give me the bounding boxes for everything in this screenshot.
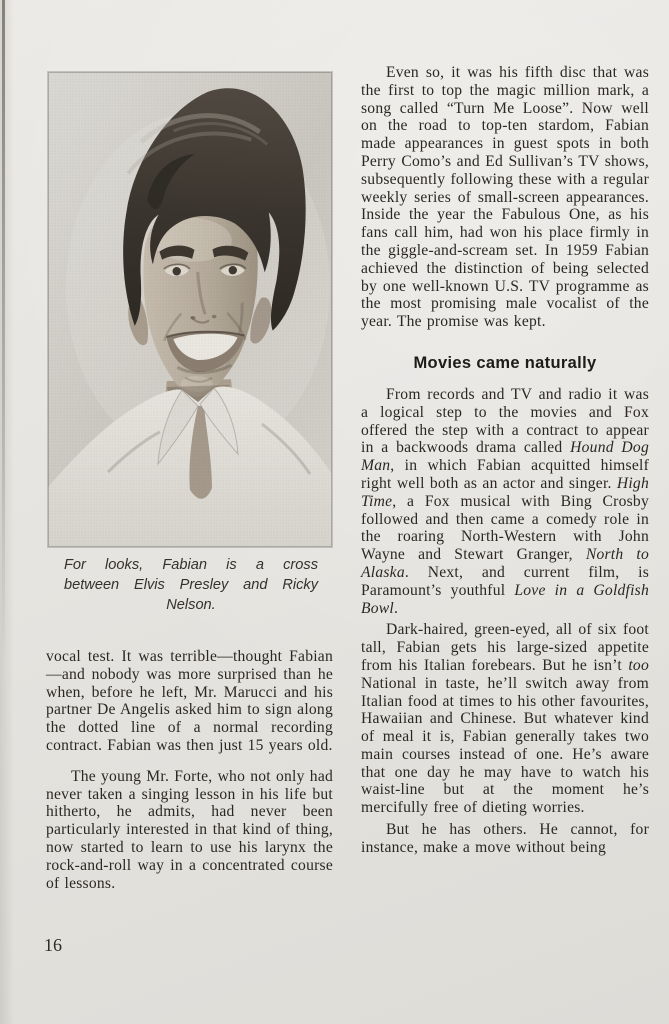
page-number: 16 [44,935,62,955]
right-paragraph-others: But he has others. He cannot, for instance, make a move without being [361,821,649,856]
fabian-portrait-illustration [48,72,332,547]
left-paragraph-vocal-test: vocal test. It was terrible—thought Fabian—and nobody was more surprised than he when, before he left, Mr. Marucci and his partner De Angelis asked him to sign along the dotted line of a normal recording contract. Fabian was then just 15 years old. [46,648,333,754]
left-paragraph-young-forte: The young Mr. Forte, who not only had never taken a singing lesson in his life but hitherto, he admits, had never been particularly interested in that kind of thing, now started to learn to use his larynx the rock-and-roll way in a concentrated course of lessons. [46,767,333,892]
left-column [46,648,333,892]
right-column [361,64,649,857]
right-paragraph-fifth-disc: Even so, it was his fifth disc that was the first to top the magic million mark, a song called “Turn Me Loose”. Now well on the road to top-ten stardom, Fabian made appearances in guest spots in both Perry Como’s and Ed Sullivan’s TV shows, subsequently following these with a regular weekly series of small-screen appearances. Inside the year the Fabulous One, as his fans call him, had won his place firmly in the giggle-and-scream set. In 1959 Fabian achieved the distinction of being selected by one well-known U.S. TV programme as the most promising male vocalist of the year. The promise was kept. [361,64,649,331]
photo-caption: For looks, Fabian is a cross between Elvis Presley and Ricky Nelson. [64,557,318,613]
halftone-overlay [48,72,332,547]
fabian-photo [48,72,332,547]
section-heading-movies: Movies came naturally [413,353,597,372]
page-gutter-shadow [2,0,5,660]
right-paragraph-movies: From records and TV and radio it was a logical step to the movies and Fox offered the step with a contract to appear in a backwoods drama called Hound Dog Man, in which Fabian acquitted himself right well both as an actor and singer. High Time, a Fox musical with Bing Crosby followed and then came a comedy role in the roaring North-Western with John Wayne and Stewart Granger, North to Alaska. Next, and current film, is Paramount’s youthful Love in a Goldfish Bowl. [361,385,650,617]
right-paragraph-appetite: Dark-haired, green-eyed, all of six foot tall, Fabian gets his large-sized appetite from his Italian forebears. But he isn’t too National in taste, he’ll switch away from Italian food at times to his other favourites, Hawaiian and Chinese. But whatever kind of meal it is, Fabian generally takes two main courses instead of one. He’s aware that one day he may have to watch his waist-line but at the moment he’s mercifully free of dieting worries. [361,621,649,817]
